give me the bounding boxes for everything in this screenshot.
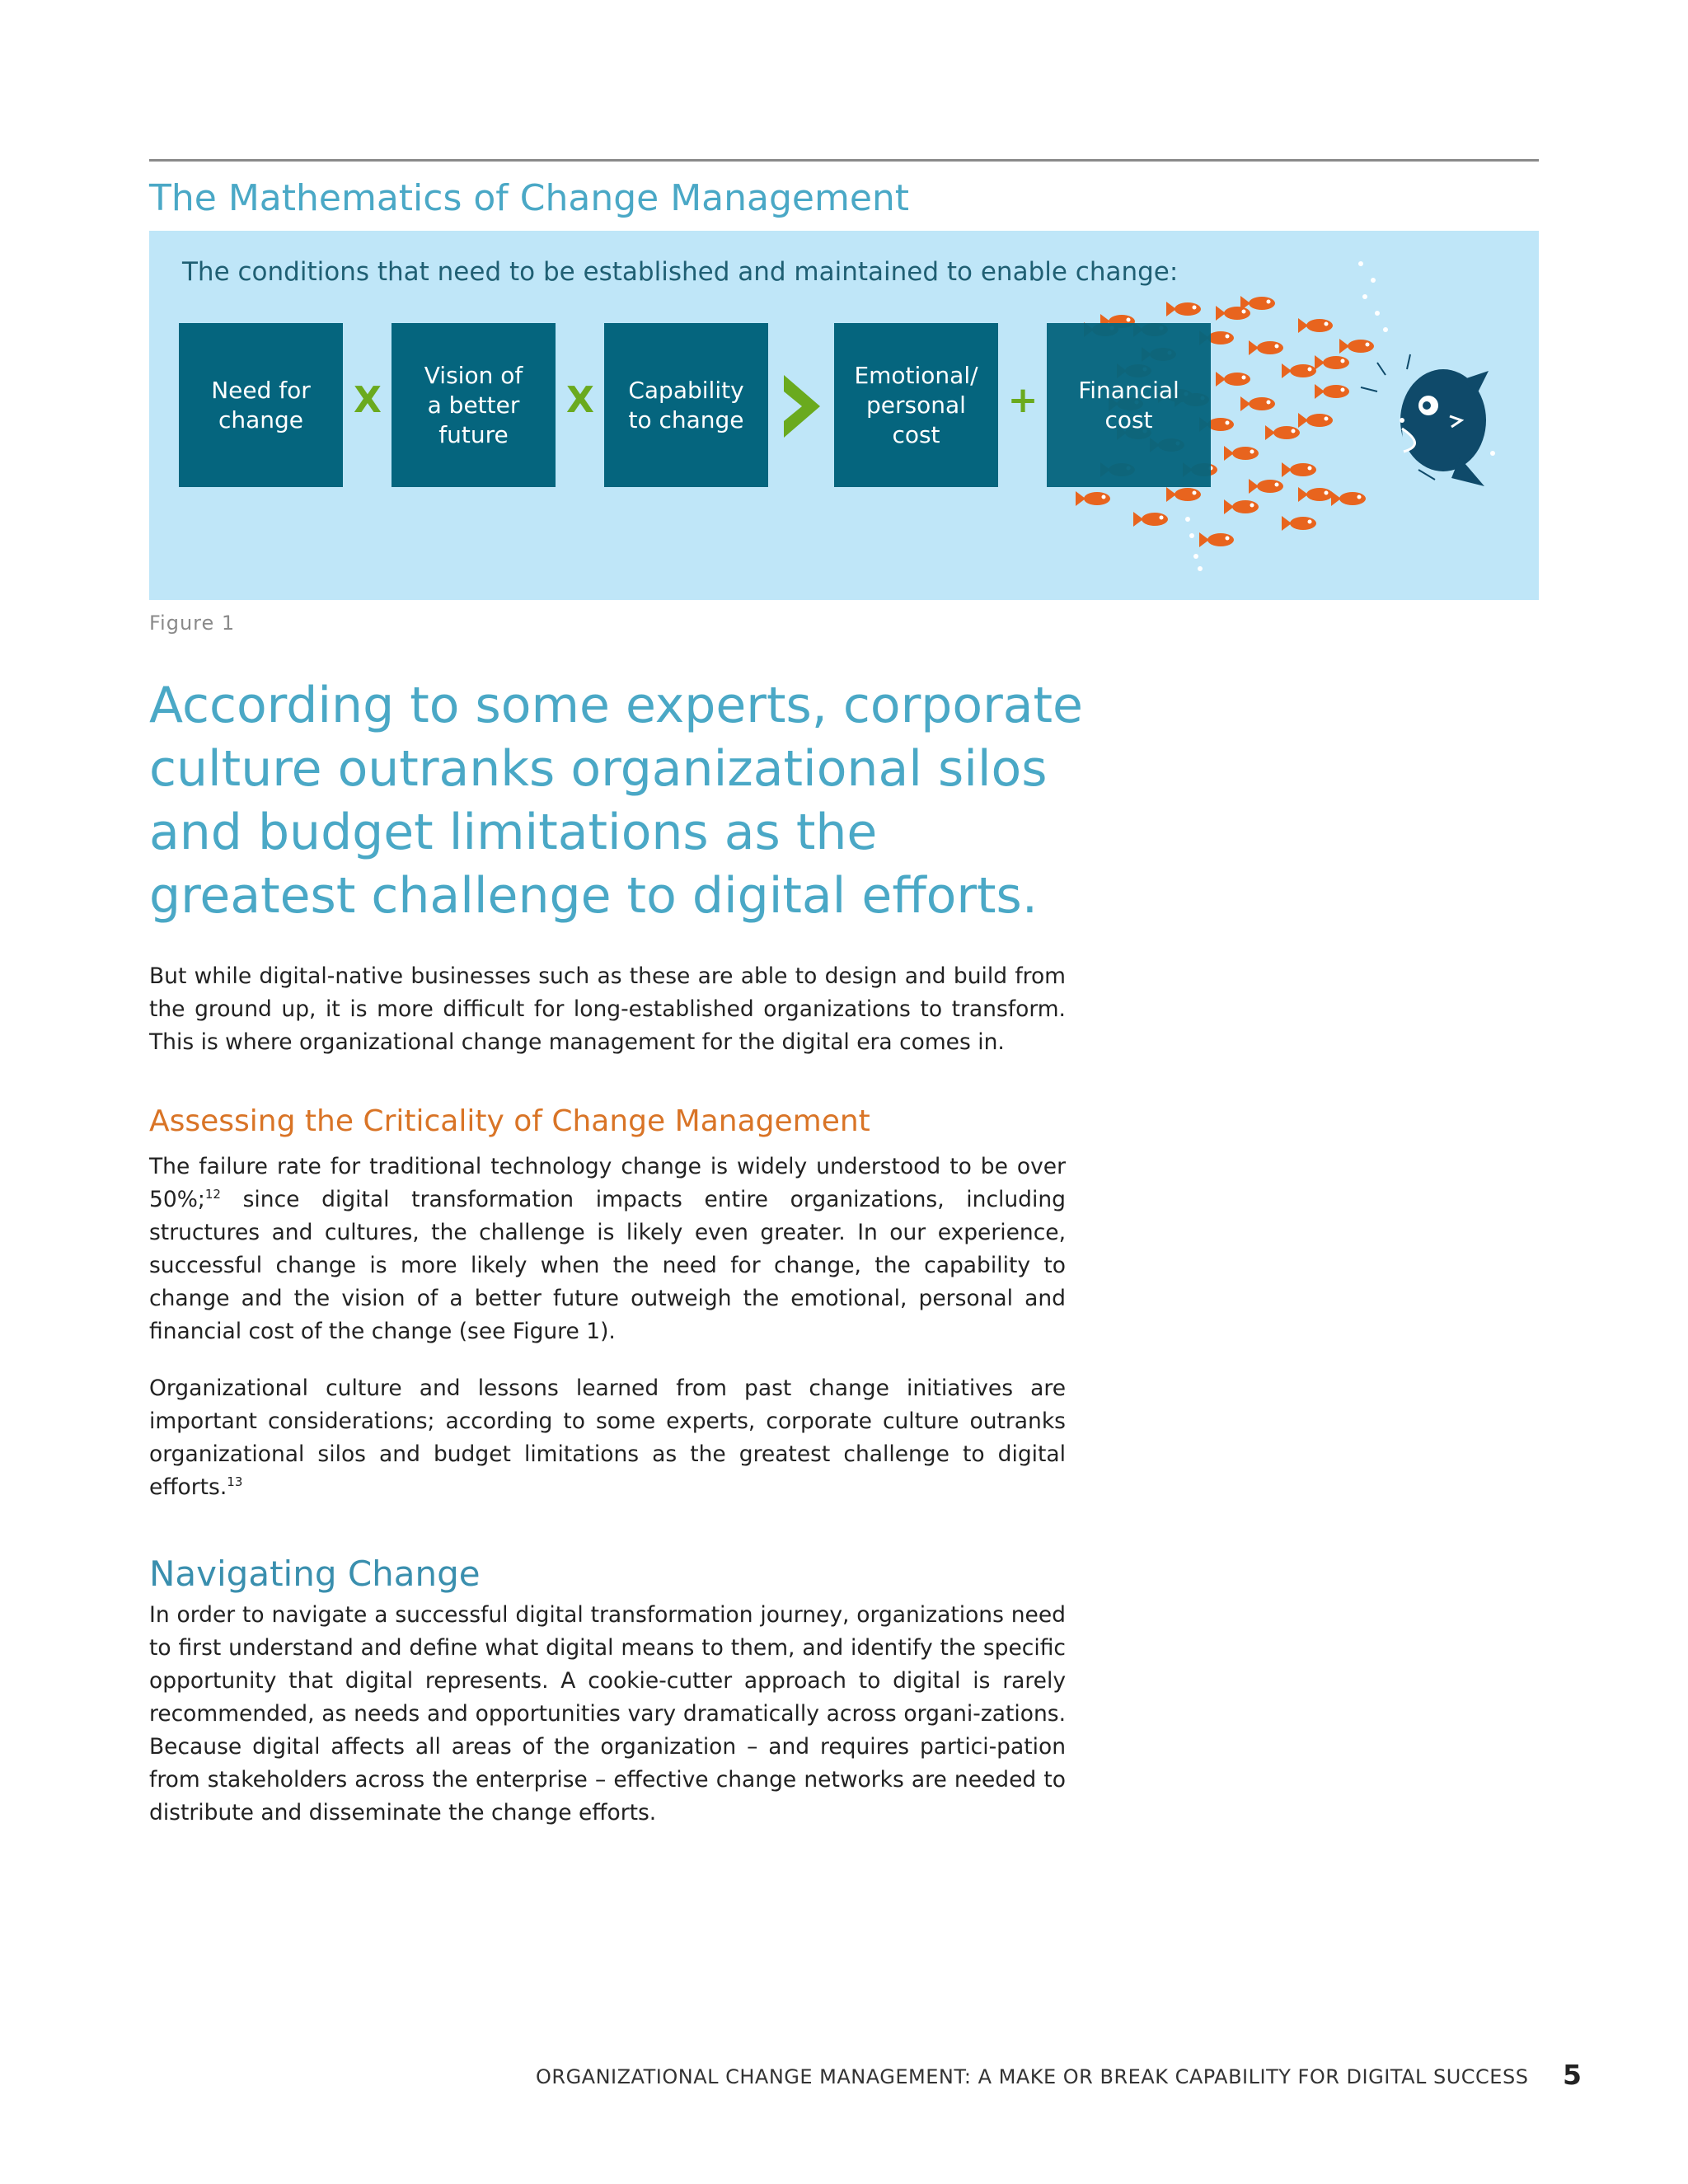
figure-title: The Mathematics of Change Management [149,177,910,219]
box-capability-to-change: Capability to change [604,323,768,487]
small-fish-icon [1282,462,1316,477]
small-fish-icon [1249,340,1283,355]
section-heading-navigating: Navigating Change [149,1554,481,1594]
pull-quote: According to some experts, corporate culture outranks organizational silos and budget limitations as the greatest challenge to digital efforts. [149,677,1083,925]
small-fish-icon [1298,318,1333,333]
operator-multiply-1: X [354,379,382,421]
footer-title: ORGANIZATIONAL CHANGE MANAGEMENT: A MAKE OR BREAK CAPABILITY FOR DIGITAL SUCCESS [536,2065,1529,2088]
figure-caption: Figure 1 [149,612,236,635]
section-heading-assessing: Assessing the Criticality of Change Management [149,1104,870,1138]
small-fish-icon [1265,425,1300,440]
big-fish-icon [1361,354,1489,486]
box-financial-cost: Financial cost [1047,323,1211,487]
figure-subtitle: The conditions that need to be established and maintained to enable change: [182,257,1179,287]
figure-1 [149,231,1539,600]
small-fish-icon [1166,487,1201,502]
small-fish-icon [1282,516,1316,531]
small-fish-icon [1298,413,1333,428]
footnote-ref-13: 13 [227,1474,243,1490]
intro-paragraph: But while digital-native businesses such as these are able to design and build from the ground up, it is more difficult for long-established organizations to transform. This is where organizational change management for the digital era comes in. [149,963,1066,1055]
section2-paragraph-1: In order to navigate a successful digital transformation journey, organizations need to first understand and define what digital means to them, and identify the specific opportunity that digital represents. A cookie-cutter approach to digital is rarely recommended, as needs and opportunities vary dramatically across organi-zations. Because digital affects all areas of the organization – and requires partici-pation from stakeholders across the enterprise – effective change networks are needed to distribute and disseminate the change efforts. [149,1602,1066,1825]
top-rule [149,159,1539,162]
section1-paragraph-1: The failure rate for traditional technology change is widely understood to be over 50%;$^{12}$ since digital transformation impacts entire organizations, including structures and cultures, the challenge is likely even greater. In our experience, successful change is more likely when the need for change, the capability to change and the vision of a better future outweigh the emotional, personal and financial cost of the change (see Figure 1). [149,1154,1066,1344]
box-need-for-change: Need for change [179,323,343,487]
small-fish-icon [1331,491,1366,506]
small-fish-icon [1216,372,1250,387]
small-fish-icon [1339,339,1374,354]
box-emotional-personal-cost: Emotional/ personal cost [834,323,998,487]
small-fish-icon [1133,512,1168,527]
section1-paragraph-2: Organizational culture and lessons learned from past change initiatives are important considerations; according to some experts, corporate culture outranks organizational silos and budget limitations as the greatest challenge to digital efforts.$^{13}$ [149,1376,1066,1500]
small-fish-icon [1224,446,1259,461]
operator-multiply-2: X [566,379,594,421]
small-fish-icon [1166,302,1201,316]
box-vision-of-better-future: Vision of a better future [392,323,556,487]
small-fish-icon [1216,306,1250,321]
fish-illustration [149,231,1539,600]
operator-plus: + [1007,379,1039,421]
small-fish-icon [1282,363,1316,378]
page-number: 5 [1563,2059,1582,2091]
small-fish-icon [1199,532,1234,547]
small-fish-icon [1249,479,1283,494]
small-fish-icon [1240,396,1275,411]
small-fish-icon [1076,491,1110,506]
footnote-ref-12: 12 [204,1187,221,1202]
small-fish-icon [1315,384,1349,399]
small-fish-icon [1298,487,1333,502]
small-fish-icon [1224,499,1259,514]
small-fish-icon [1315,355,1349,370]
